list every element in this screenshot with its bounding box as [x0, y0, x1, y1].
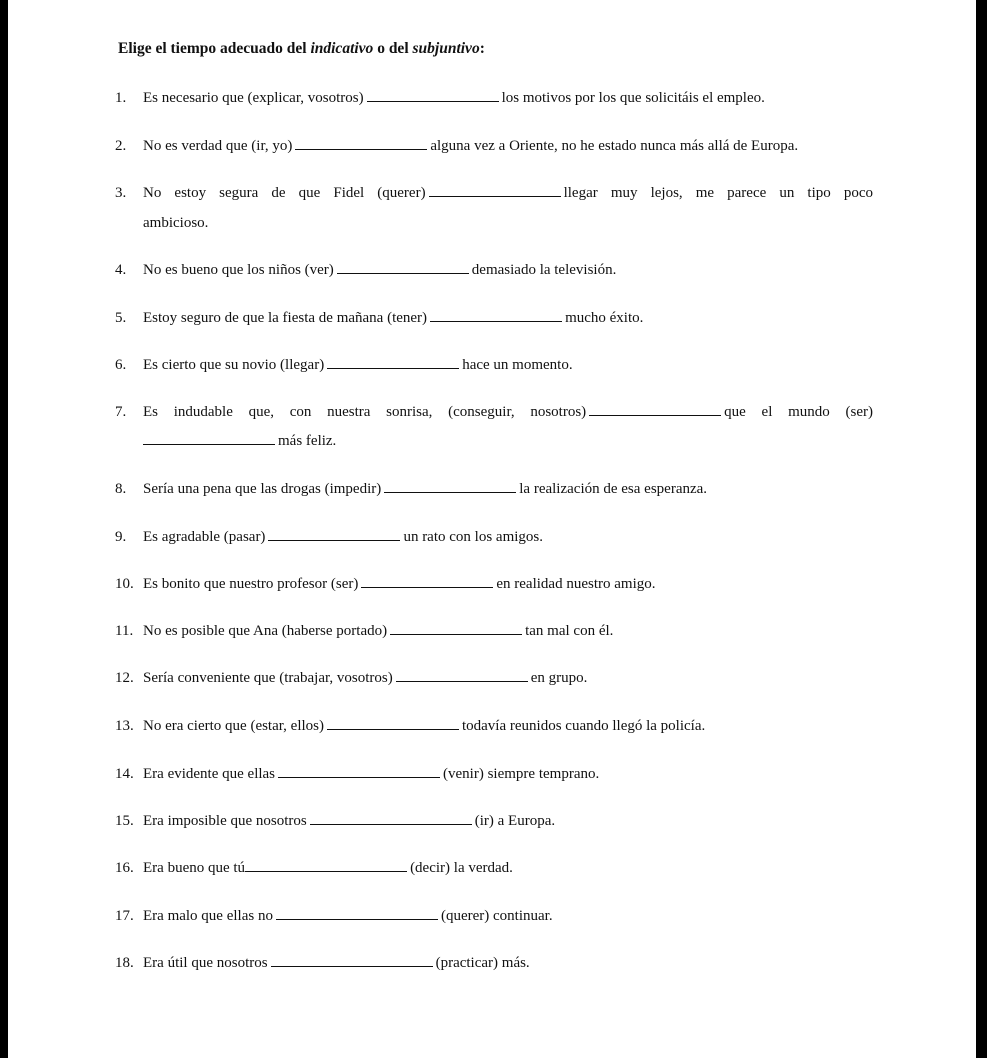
answer-blank[interactable] [390, 622, 522, 635]
answer-blank[interactable] [310, 812, 472, 825]
exercise-item-5: 5. Estoy seguro de que la fiesta de mañana (tener) mucho éxito. [115, 310, 644, 326]
exercise-item-13: 13. No era cierto que (estar, ellos) todavía reunidos cuando llegó la policía. [115, 718, 706, 734]
worksheet-page [8, 0, 976, 1058]
answer-blank[interactable] [276, 907, 438, 920]
exercise-instructions: Elige el tiempo adecuado del indicativo o del subjuntivo: [118, 40, 485, 57]
answer-blank[interactable] [589, 403, 721, 416]
answer-blank[interactable] [278, 765, 440, 778]
exercise-item-4: 4. No es bueno que los niños (ver) demasiado la televisión. [115, 262, 617, 278]
answer-blank[interactable] [430, 309, 562, 322]
answer-blank[interactable] [245, 859, 407, 872]
exercise-item-16: 16. Era bueno que tú (decir) la verdad. [115, 860, 513, 876]
exercise-item-18: 18. Era útil que nosotros (practicar) más. [115, 955, 530, 971]
exercise-item-3-continuation: ambicioso. [143, 215, 209, 231]
answer-blank[interactable] [361, 575, 493, 588]
answer-blank[interactable] [327, 356, 459, 369]
answer-blank[interactable] [367, 89, 499, 102]
answer-blank[interactable] [271, 954, 433, 967]
answer-blank[interactable] [268, 528, 400, 541]
exercise-item-6: 6. Es cierto que su novio (llegar) hace un momento. [115, 357, 573, 373]
exercise-item-10: 10. Es bonito que nuestro profesor (ser) en realidad nuestro amigo. [115, 576, 656, 592]
answer-blank[interactable] [396, 669, 528, 682]
exercise-item-14: 14. Era evidente que ellas (venir) siempre temprano. [115, 766, 600, 782]
answer-blank[interactable] [143, 432, 275, 445]
exercise-item-8: 8. Sería una pena que las drogas (impedir) la realización de esa esperanza. [115, 481, 708, 497]
exercise-item-17: 17. Era malo que ellas no (querer) continuar. [115, 908, 553, 924]
exercise-item-3: 3. No estoy segura de que Fidel (querer) llegar muy lejos, me parece un tipo poco [115, 185, 874, 201]
exercise-item-7-continuation: más feliz. [143, 431, 336, 451]
exercise-item-1: 1. Es necesario que (explicar, vosotros) los motivos por los que solicitáis el empleo. [115, 90, 765, 106]
exercise-item-12: 12. Sería conveniente que (trabajar, vosotros) en grupo. [115, 670, 588, 686]
answer-blank[interactable] [429, 184, 561, 197]
answer-blank[interactable] [327, 717, 459, 730]
answer-blank[interactable] [337, 261, 469, 274]
answer-blank[interactable] [384, 480, 516, 493]
exercise-item-7: 7. Es indudable que, con nuestra sonrisa, (conseguir, nosotros) que el mundo (ser) [115, 404, 873, 420]
exercise-item-2: 2. No es verdad que (ir, yo) alguna vez a Oriente, no he estado nunca más allá de Europa. [115, 138, 799, 154]
exercise-item-11: 11. No es posible que Ana (haberse portado) tan mal con él. [115, 623, 614, 639]
answer-blank[interactable] [295, 137, 427, 150]
exercise-item-15: 15. Era imposible que nosotros (ir) a Europa. [115, 813, 556, 829]
exercise-item-9: 9. Es agradable (pasar) un rato con los amigos. [115, 529, 544, 545]
